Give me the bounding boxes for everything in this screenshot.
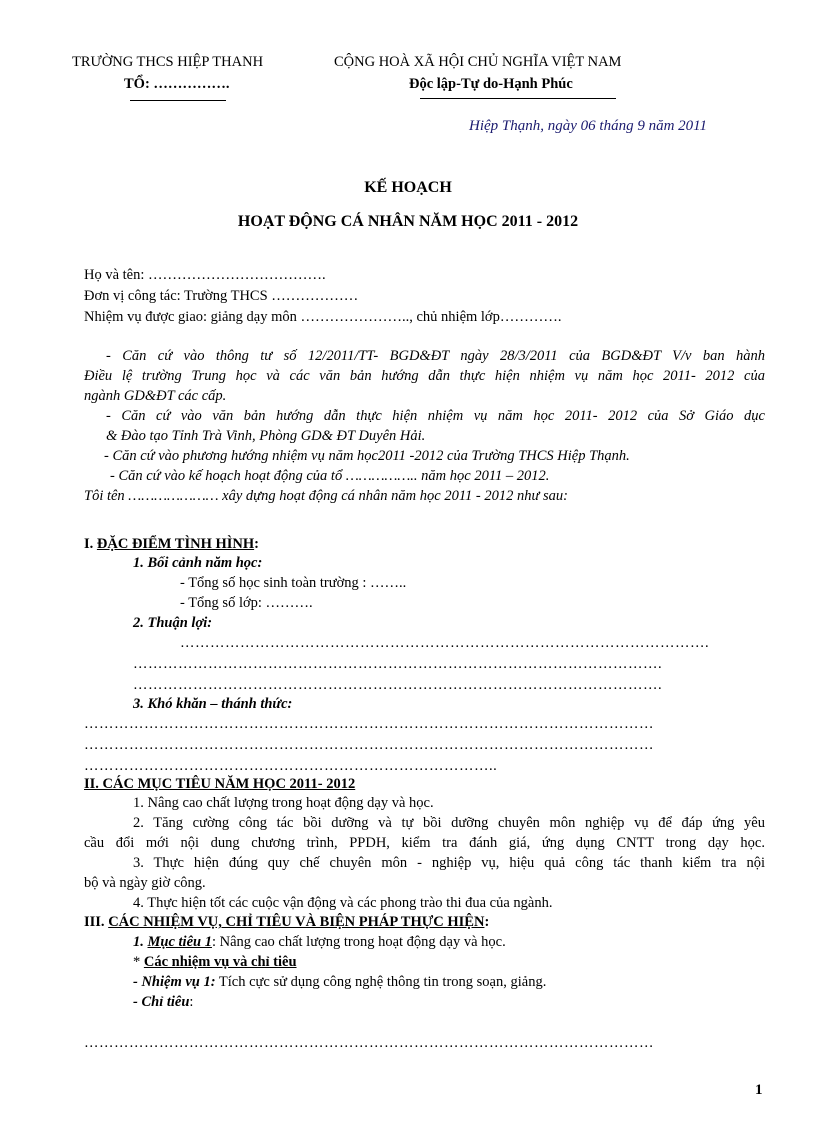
basis-2-line-2: & Đào tạo Tỉnh Trà Vinh, Phòng GD& ĐT Duyên Hải. — [106, 428, 426, 444]
dotted-line: …………………………………………………………………………………………………… — [84, 737, 654, 753]
section-3-heading: III. CÁC NHIỆM VỤ, CHỈ TIÊU VÀ BIỆN PHÁP THỰC HIỆN: — [84, 914, 490, 930]
goal-2-line-1: 2. Tăng cường công tác bồi dưỡng và tự bồi dưỡng chuyên môn nghiệp vụ để đáp ứng yêu — [133, 815, 765, 831]
title-line-2: HOẠT ĐỘNG CÁ NHÂN NĂM HỌC 2011 - 2012 — [237, 213, 579, 230]
school-name: TRƯỜNG THCS HIỆP THANH — [72, 54, 264, 70]
tasks-and-targets: * Các nhiệm vụ và chỉ tiêu — [133, 954, 297, 970]
document-date: Hiệp Thạnh, ngày 06 tháng 9 năm 2011 — [469, 118, 708, 134]
section-1-sub-2: 2. Thuận lợi: — [133, 615, 213, 631]
dotted-line: ……………………………………………………………………….. — [84, 758, 498, 774]
section-2-heading: II. CÁC MỤC TIÊU NĂM HỌC 2011- 2012 — [84, 776, 356, 792]
section-1-sub-3: 3. Khó khăn – thánh thức: — [133, 696, 293, 712]
goal-3-line-2: bộ và ngày giờ công. — [84, 875, 206, 891]
info-task: Nhiệm vụ được giao: giảng dạy môn ………………….., chủ nhiệm lớp…………. — [84, 309, 562, 325]
basis-1-line-3: ngành GD&ĐT các cấp. — [84, 388, 227, 404]
total-students: - Tổng số học sinh toàn trường : …….. — [180, 575, 407, 591]
dotted-line: …………………………………………………………………………………………………… — [84, 716, 654, 732]
page-number: 1 — [755, 1082, 763, 1098]
info-unit: Đơn vị công tác: Trường THCS ……………… — [84, 288, 359, 304]
task-1: - Nhiệm vụ 1: Tích cực sử dụng công nghệ thông tin trong soạn, giảng. — [133, 974, 547, 990]
dotted-line: ……………………………………………………………………………………………. — [180, 635, 710, 651]
basis-1-line-2: Điều lệ trường Trung học và các văn bản hướng dẫn thực hiện nhiệm vụ năm học 2011- 2012 của — [84, 368, 765, 384]
objective-1: 1. Mục tiêu 1: Nâng cao chất lượng trong hoạt động dạy và học. — [133, 934, 506, 950]
motto-underline — [420, 98, 616, 99]
basis-3: - Căn cứ vào phương hướng nhiệm vụ năm học2011 -2012 của Trường THCS Hiệp Thạnh. — [104, 448, 630, 464]
total-classes: - Tổng số lớp: ………. — [180, 595, 313, 611]
section-1-sub-1: 1. Bối cảnh năm học: — [133, 555, 263, 571]
title-line-1: KẾ HOẠCH — [364, 179, 452, 196]
section-1-heading: I. ĐẶC ĐIỂM TÌNH HÌNH: — [84, 536, 259, 552]
basis-5: Tôi tên ………………… xây dựng hoạt động cá nhân năm học 2011 - 2012 như sau: — [84, 488, 568, 504]
goal-1: 1. Nâng cao chất lượng trong hoạt động dạy và học. — [133, 795, 434, 811]
goal-2-line-2: cầu đổi mới nội dung chương trình, PPDH, kiểm tra đánh giá, ứng dụng CNTT trong dạy học. — [84, 835, 765, 851]
basis-1-line-1: - Căn cứ vào thông tư số 12/2011/TT- BGD&ĐT ngày 28/3/2011 của BGD&ĐT V/v ban hành — [106, 348, 765, 364]
basis-2-line-1: - Căn cứ vào văn bản hướng dẫn thực hiện nhiệm vụ năm học 2011- 2012 của Sở Giáo dục — [106, 408, 765, 424]
dotted-line: …………………………………………………………………………………………………… — [84, 1035, 654, 1051]
group-label: TỔ: ……………. — [124, 76, 230, 92]
motto: Độc lập-Tự do-Hạnh Phúc — [409, 76, 573, 92]
info-name: Họ và tên: ………………………………. — [84, 267, 326, 283]
target: - Chỉ tiêu: — [133, 994, 194, 1010]
nation-name: CỘNG HOÀ XÃ HỘI CHỦ NGHĨA VIỆT NAM — [334, 54, 622, 70]
basis-4: - Căn cứ vào kế hoạch hoạt động của tổ …………….. năm học 2011 – 2012. — [110, 468, 550, 484]
dotted-line: ……………………………………………………………………………………………. — [133, 677, 663, 693]
goal-4: 4. Thực hiện tốt các cuộc vận động và các phong trào thi đua của ngành. — [133, 895, 553, 911]
dotted-line: ……………………………………………………………………………………………. — [133, 656, 663, 672]
school-underline — [130, 100, 226, 101]
goal-3-line-1: 3. Thực hiện đúng quy chế chuyên môn - nghiệp vụ, hiệu quả công tác thanh kiểm tra nội — [133, 855, 765, 871]
